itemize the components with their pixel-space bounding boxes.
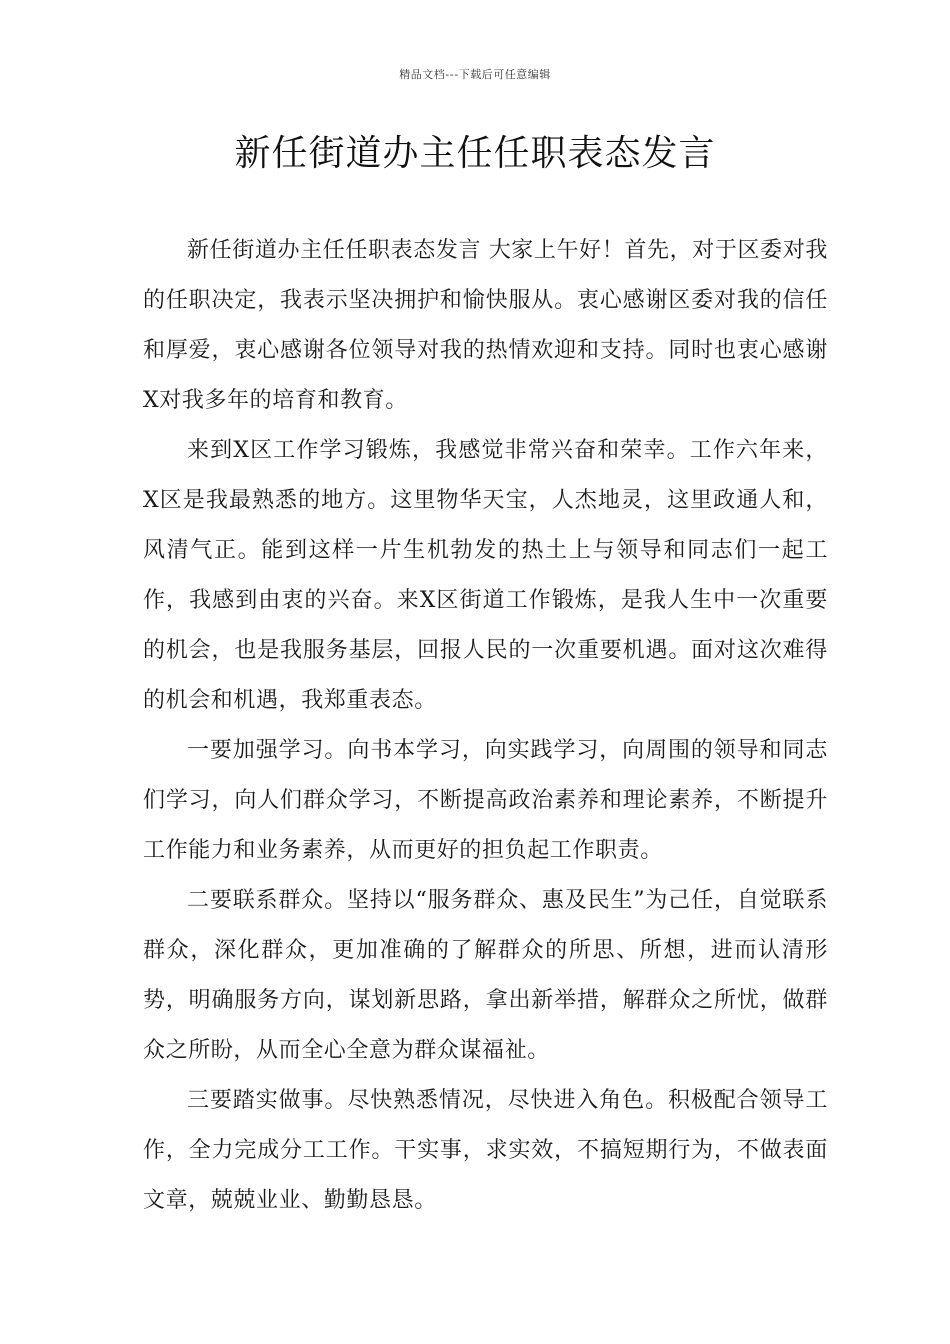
- paragraph-2: 来到X区工作学习锻炼，我感觉非常兴奋和荣幸。工作六年来，X区是我最熟悉的地方。这里物华天宝，人杰地灵，这里政通人和，风清气正。能到这样一片生机勃发的热土上与领导和同志们一起工作，我感到由衷的兴奋。来X区街道工作锻炼，是我人生中一次重要的机会，也是我服务基层，回报人民的一次重要机遇。面对这次难得的机会和机遇，我郑重表态。: [143, 438, 828, 713]
- header-note: 精品文档---下载后可任意编辑: [399, 68, 551, 81]
- paragraph-1: 新任街道办主任任职表态发言 大家上午好！首先，对于区委对我的任职决定，我表示坚决拥护和愉快服从。衷心感谢区委对我的信任和厚爱，衷心感谢各位领导对我的热情欢迎和支持。同时也衷心感谢X对我多年的培育和教育。: [143, 238, 828, 413]
- paragraph-4: 二要联系群众。坚持以“服务群众、惠及民生”为己任，自觉联系群众，深化群众，更加准确的了解群众的所思、所想，进而认清形势，明确服务方向，谋划新思路，拿出新举措，解群众之所忧，做群众之所盼，从而全心全意为群众谋福祉。: [143, 888, 828, 1063]
- document-body: [143, 226, 828, 1226]
- paragraph-5: 三要踏实做事。尽快熟悉情况，尽快进入角色。积极配合领导工作，全力完成分工工作。干实事，求实效，不搞短期行为，不做表面文章，兢兢业业、勤勤恳恳。: [143, 1088, 828, 1213]
- paragraph-3: 一要加强学习。向书本学习，向实践学习，向周围的领导和同志们学习，向人们群众学习，不断提高政治素养和理论素养，不断提升工作能力和业务素养，从而更好的担负起工作职责。: [143, 738, 828, 863]
- document-title: 新任街道办主任任职表态发言: [234, 133, 716, 174]
